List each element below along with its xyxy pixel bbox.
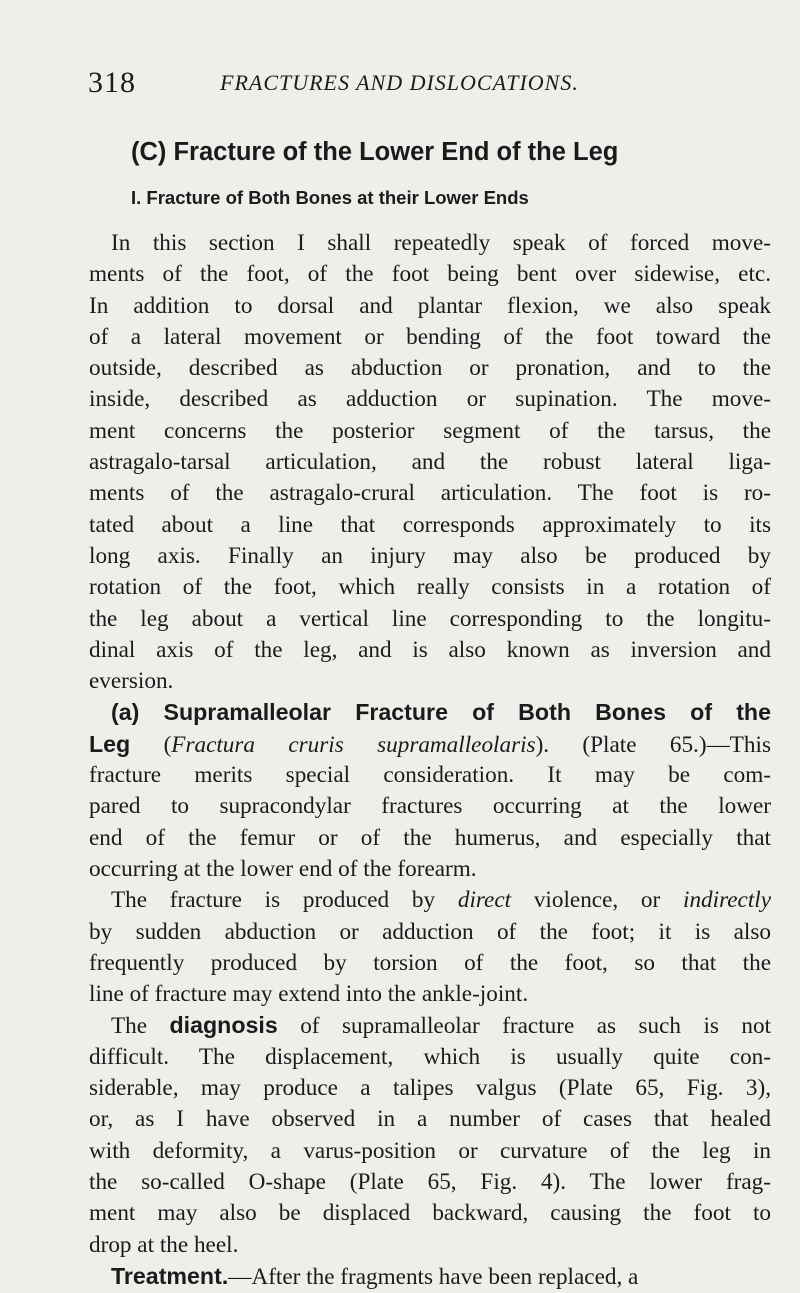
emphasis-direct: direct bbox=[457, 887, 512, 914]
text-line bbox=[89, 885, 771, 916]
text-line: difficult. The displacement, which is usually quite con- bbox=[89, 1043, 771, 1070]
text-line: fracture merits special consideration. It may be com- bbox=[89, 762, 771, 789]
text-run: —After the fragments have been replaced, a bbox=[228, 1263, 639, 1290]
text-line: ment concerns the posterior segment of the tarsus, the bbox=[89, 417, 771, 444]
text-line: eversion. bbox=[89, 668, 174, 695]
paragraph-intro bbox=[89, 228, 771, 697]
text-line: ments of the astragalo-crural articulation. The foot is ro- bbox=[89, 480, 771, 507]
text-line: Leg (Fractura cruris supramalleolaris). (Plate 65.)—This bbox=[89, 730, 771, 758]
text-line: long axis. Finally an injury may also be produced by bbox=[89, 542, 771, 569]
page-number: 318 bbox=[88, 66, 136, 99]
emphasis-indirectly: indirectly bbox=[683, 887, 771, 914]
subsection-title: I. Fracture of Both Bones at their Lower Ends bbox=[131, 187, 529, 208]
text-line: the leg about a vertical line corresponding to the longitu- bbox=[89, 605, 771, 632]
text-run: The bbox=[111, 1013, 170, 1040]
text-line: tated about a line that corresponds approximately to its bbox=[89, 511, 771, 538]
paragraph-treatment bbox=[89, 1261, 771, 1292]
running-title: FRACTURES AND DISLOCATIONS. bbox=[220, 70, 579, 95]
text-line: line of fracture may extend into the ankle-joint. bbox=[89, 981, 529, 1008]
text-line: outside, described as abduction or pronation, and to the bbox=[89, 355, 771, 382]
text-line: ments of the foot, of the foot being bent over sidewise, etc. bbox=[89, 261, 771, 288]
text-line: by sudden abduction or adduction of the foot; it is also bbox=[89, 918, 771, 945]
page-header bbox=[88, 66, 758, 106]
heading-leg: Leg bbox=[89, 730, 131, 757]
text-line: In this section I shall repeatedly speak of forced move- bbox=[111, 230, 771, 256]
text-line: rotation of the foot, which really consists in a rotation of bbox=[89, 574, 771, 601]
text-line: end of the femur or of the humerus, and especially that bbox=[89, 824, 771, 851]
paragraph-supramalleolar bbox=[89, 697, 771, 885]
text-line bbox=[89, 1261, 771, 1292]
text-line: siderable, may produce a talipes valgus (Plate 65, Fig. 3), bbox=[89, 1075, 771, 1102]
subsection-heading: (a) Supramalleolar Fracture of Both Bones of the bbox=[111, 699, 771, 726]
text-line: frequently produced by torsion of the foot, so that the bbox=[89, 949, 771, 976]
text-line: ment may also be displaced backward, causing the foot to bbox=[89, 1200, 771, 1227]
text-run: violence, or bbox=[511, 887, 683, 914]
text-line bbox=[89, 1010, 771, 1041]
text-run: The fracture is produced by bbox=[111, 887, 458, 914]
text-line: drop at the heel. bbox=[89, 1231, 239, 1258]
text-line: or, as I have observed in a number of cases that healed bbox=[89, 1106, 771, 1133]
paragraph-diagnosis bbox=[89, 1010, 771, 1260]
body-text bbox=[89, 228, 771, 1292]
text-line: of a lateral movement or bending of the foot toward the bbox=[89, 323, 771, 350]
text-run: of supramalleolar fracture as such is not bbox=[277, 1013, 771, 1040]
text-line: dinal axis of the leg, and is also known as inversion and bbox=[89, 636, 771, 663]
text-line: occurring at the lower end of the forearm. bbox=[89, 855, 477, 882]
keyword-treatment: Treatment. bbox=[111, 1262, 229, 1289]
text-run: ). (Plate 65.)—This bbox=[535, 731, 771, 758]
section-title: (C) Fracture of the Lower End of the Leg bbox=[131, 138, 619, 166]
text-line: In addition to dorsal and plantar flexion, we also speak bbox=[89, 292, 771, 319]
text-line: pared to supracondylar fractures occurring at the lower bbox=[89, 793, 771, 820]
text-line: inside, described as adduction or supination. The move- bbox=[89, 386, 771, 413]
keyword-diagnosis: diagnosis bbox=[169, 1012, 278, 1039]
text-line: astragalo-tarsal articulation, and the robust lateral liga- bbox=[89, 449, 771, 476]
latin-name: Fractura cruris supramalleolaris bbox=[171, 731, 536, 758]
text-line: the so-called O-shape (Plate 65, Fig. 4). The lower frag- bbox=[89, 1168, 771, 1195]
paragraph-cause bbox=[89, 885, 771, 1010]
text-line: with deformity, a varus-position or curvature of the leg in bbox=[89, 1137, 771, 1164]
